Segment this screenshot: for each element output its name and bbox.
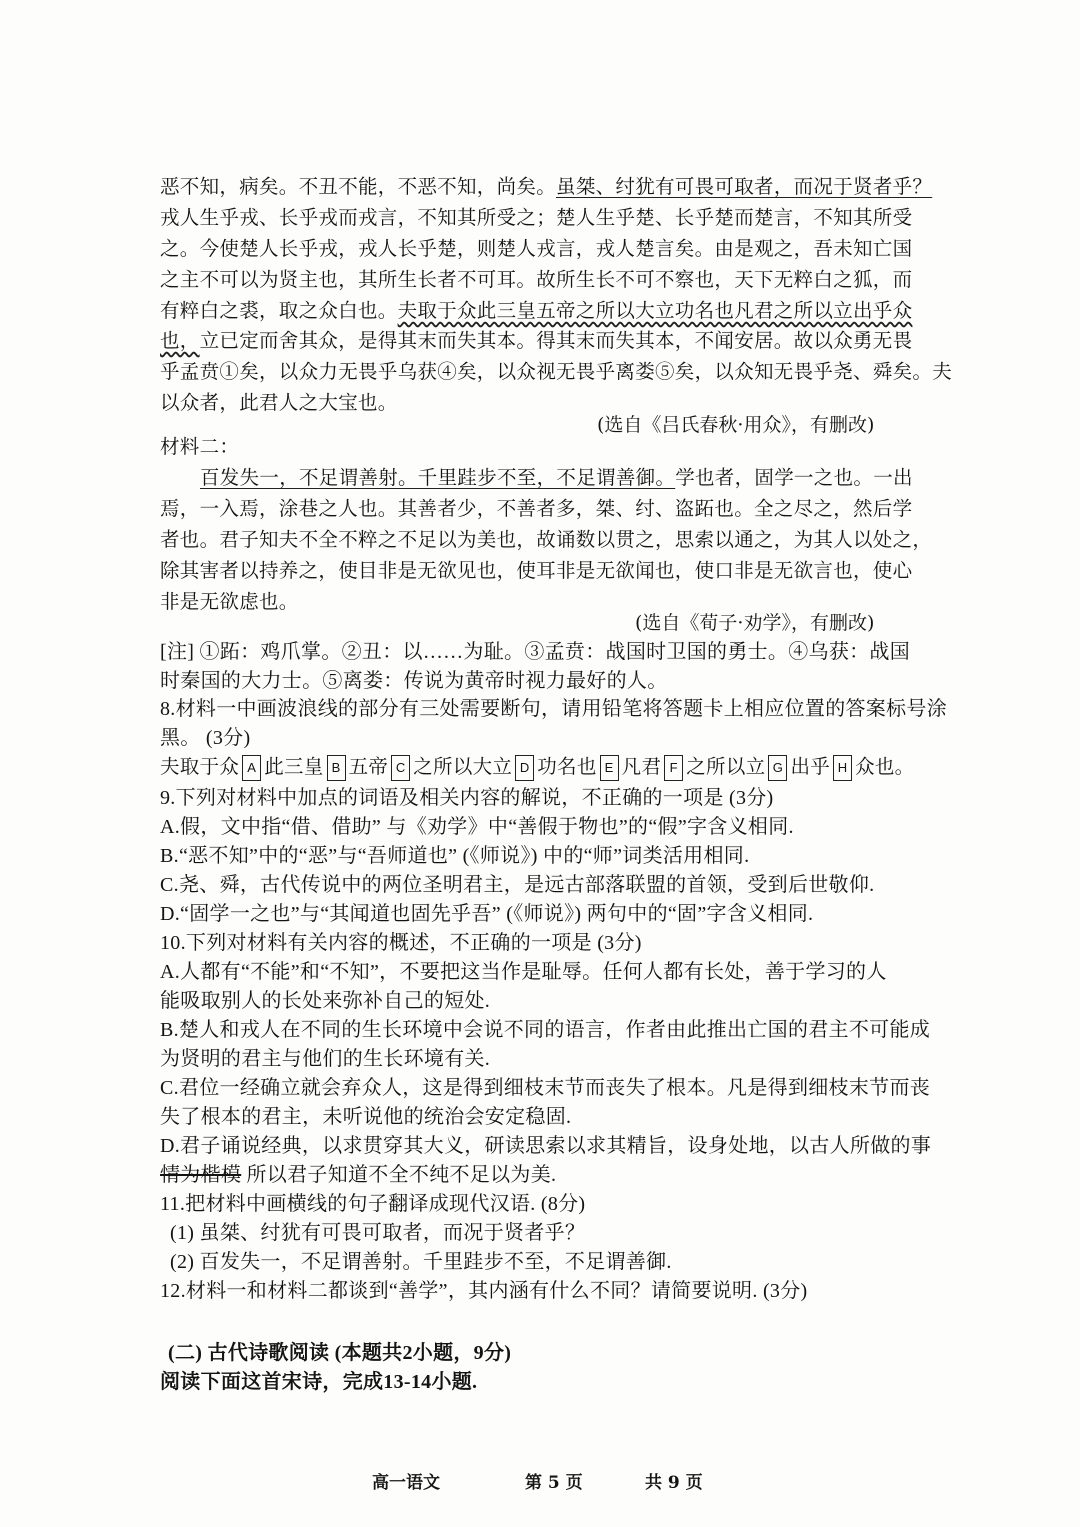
question-10-line: 失了根本的君主，未听说他的统治会安定稳固. <box>160 1106 572 1128</box>
question-11-item: (1) 虽桀、纣犹有可畏可取者，而况于贤者乎？ <box>170 1222 586 1244</box>
notes-line: [注] ①跖：鸡爪掌。②丑：以……为耻。③孟贲：战国时卫国的勇士。④乌获：战国 <box>160 641 911 663</box>
underlined-sentence: 百发失一，不足谓善射。千里跬步不至，不足谓善御。 <box>200 466 676 489</box>
question-8-segments: 夫取于众 A 此三皇 B 五帝 C 之所以大立 D 功名也 E 凡君 F 之所以立 G 出乎 H 众也。 <box>160 752 914 782</box>
question-10-line: A.人都有“不能”和“不知”，不要把这当作是耻辱。任何人都有长处，善于学习的人 <box>160 961 887 983</box>
question-10-stem: 10.下列对材料有关内容的概述，不正确的一项是 (3分) <box>160 932 642 954</box>
struck-text: 情为楷模 <box>160 1164 242 1186</box>
material1-line: 之。今使楚人长乎戎，戎人长乎楚，则楚人戎言，戎人楚言矣。由是观之，吾未知亡国 <box>160 237 913 260</box>
material2-line: 除其害者以持养之，使目非是无欲见也，使耳非是无欲闻也，使口非是无欲言也，使心 <box>160 559 913 582</box>
material2-line: 焉，一入焉，涂巷之人也。其善者少，不善者多，桀、纣、盗跖也。全之尽之，然后学 <box>160 497 913 520</box>
wavy-underlined-text: 也， <box>160 329 200 352</box>
question-10-line: 为贤明的君主与他们的生长环境有关. <box>160 1048 491 1070</box>
material1-line: 乎孟贲①矣，以众力无畏乎乌获④矣，以众视无畏乎离娄⑤矣，以众知无畏乎尧、舜矣。夫 <box>160 360 953 383</box>
answer-box-b[interactable]: B <box>327 755 346 781</box>
question-8-stem: 黑。 (3分) <box>160 727 251 749</box>
question-9-option: A.假，文中指“借、借助” 与《劝学》中“善假于物也”的“假”字含义相同. <box>160 816 794 838</box>
question-9-option: C.尧、舜，古代传说中的两位圣明君主，是远古部落联盟的首领，受到后世敬仰. <box>160 874 875 896</box>
question-10-line: 能吸取别人的长处来弥补自己的短处. <box>160 990 491 1012</box>
material2-line: 百发失一，不足谓善射。千里跬步不至，不足谓善御。学也者，固学一之也。一出 <box>200 466 913 489</box>
section-intro: 阅读下面这首宋诗，完成13-14小题. <box>160 1371 478 1393</box>
footer-total: 共 9 页 <box>645 1473 703 1493</box>
question-11-item: (2) 百发失一，不足谓善射。千里跬步不至，不足谓善御. <box>170 1251 672 1273</box>
underlined-sentence: 虽桀、纣犹有可畏可取者，而况于贤者乎？ <box>556 175 933 198</box>
material1-line: 以众者，此君人之大宝也。 <box>160 391 398 414</box>
wavy-underlined-text: 夫取于众此三皇五帝之所以大立功名也凡君之所以立出乎众 <box>397 299 913 322</box>
material1-source: (选自《吕氏春秋·用众》，有删改) <box>597 414 875 436</box>
question-12-stem: 12.材料一和材料二都谈到“善学”，其内涵有什么不同？请简要说明. (3分) <box>160 1280 808 1302</box>
section-heading: (二) 古代诗歌阅读 (本题共2小题，9分) <box>168 1342 512 1364</box>
answer-box-g[interactable]: G <box>768 755 787 781</box>
footer-subject: 高一语文 <box>372 1473 440 1493</box>
material1-line: 之主不可以为贤主也，其所生长者不可耳。故所生长不可不察也，天下无粹白之狐，而 <box>160 268 913 291</box>
question-11-stem: 11.把材料中画横线的句子翻译成现代汉语. (8分) <box>160 1193 586 1215</box>
answer-box-h[interactable]: H <box>833 755 852 781</box>
question-10-line: C.君位一经确立就会弃众人，这是得到细枝末节而丧失了根本。凡是得到细枝末节而丧 <box>160 1077 931 1099</box>
material1-line: 也，立已定而舍其众，是得其末而失其本。得其末而失其本，不闻安居。故以众勇无畏 <box>160 329 913 352</box>
notes-line: 时秦国的大力士。⑤离娄：传说为黄帝时视力最好的人。 <box>160 670 668 692</box>
answer-box-a[interactable]: A <box>242 755 261 781</box>
material1-line: 戎人生乎戎、长乎戎而戎言，不知其所受之；楚人生乎楚、长乎楚而楚言，不知其所受 <box>160 206 913 229</box>
question-8-stem: 8.材料一中画波浪线的部分有三处需要断句，请用铅笔将答题卡上相应位置的答案标号涂 <box>160 698 947 720</box>
material2-source: (选自《荀子·劝学》，有删改) <box>635 612 875 634</box>
answer-box-e[interactable]: E <box>600 755 619 781</box>
material2-line: 者也。君子知夫不全不粹之不足以为美也，故诵数以贯之，思索以通之，为其人以处之， <box>160 528 933 551</box>
answer-box-c[interactable]: C <box>391 755 410 781</box>
footer-page: 第 5 页 <box>525 1473 583 1493</box>
answer-box-f[interactable]: F <box>664 755 683 781</box>
question-10-line: B.楚人和戎人在不同的生长环境中会说不同的语言，作者由此推出亡国的君主不可能成 <box>160 1019 931 1041</box>
question-10-line: 情为楷模 所以君子知道不全不纯不足以为美. <box>160 1164 557 1186</box>
question-9-option: B.“恶不知”中的“恶”与“吾师道也” (《师说》) 中的“师”词类活用相同. <box>160 845 750 867</box>
question-10-line: D.君子诵说经典，以求贯穿其大义，研读思索以求其精旨，设身处地，以古人所做的事 <box>160 1135 932 1157</box>
question-9-stem: 9.下列对材料中加点的词语及相关内容的解说，不正确的一项是 (3分) <box>160 787 774 809</box>
material1-line: 恶不知，病矣。不丑不能，不恶不知，尚矣。虽桀、纣犹有可畏可取者，而况于贤者乎？ <box>160 175 933 198</box>
material2-heading: 材料二： <box>160 435 240 458</box>
answer-box-d[interactable]: D <box>515 755 534 781</box>
material2-line: 非是无欲虑也。 <box>160 590 299 613</box>
material1-line: 有粹白之裘，取之众白也。夫取于众此三皇五帝之所以大立功名也凡君之所以立出乎众 <box>160 299 913 322</box>
question-9-option: D.“固学一之也”与“其闻道也固先乎吾” (《师说》) 两句中的“固”字含义相同. <box>160 903 814 925</box>
